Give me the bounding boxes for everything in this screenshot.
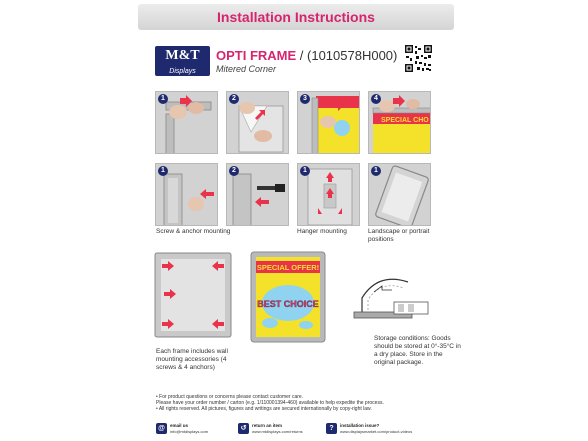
caption-storage: Storage conditions: Goods should be stored at 0°-35°C in a dry place. Store in the original package. [374, 335, 461, 366]
mt-displays-logo [155, 46, 210, 76]
step-open-corner [155, 91, 218, 154]
logo-subtext: Displays [169, 68, 196, 75]
header-banner [138, 4, 454, 30]
product-name: OPTI FRAME [216, 48, 297, 63]
step-number: 2 [229, 166, 239, 176]
help-icon: ? [326, 423, 337, 434]
step-hanger-mount [297, 163, 360, 226]
step-remove-sheet [226, 91, 289, 154]
step-number: 1 [371, 166, 381, 176]
poster-strip-text: SPECIAL CHO [381, 117, 429, 124]
step-number: 1 [300, 166, 310, 176]
step-screw-mount-1 [155, 163, 218, 226]
footer-notes [156, 394, 456, 412]
storage-illustration [348, 268, 434, 328]
note-line: • All rights reserved. All pictures, figures and writings are secured internationally by copy-right law. [156, 406, 372, 412]
poster-frame-illustration [250, 251, 326, 343]
note-line: Please have your order number / carton (e.g. 1/110001394-460) available to help expedite the process. [156, 400, 384, 406]
caption-screw-mounting: Screw & anchor mounting [156, 228, 231, 235]
qr-code[interactable] [404, 44, 433, 73]
product-code: / (1010578H000) [296, 48, 398, 63]
return-link[interactable]: www.mtdisplays.com/returns [252, 429, 303, 434]
step-number: 2 [229, 94, 239, 104]
logo-text: M&T [165, 48, 200, 63]
poster-best-choice: BEST CHOICE [257, 299, 319, 309]
return-icon: ↺ [238, 423, 249, 434]
product-subtitle: Mitered Corner [216, 64, 277, 74]
step-insert-poster [297, 91, 360, 154]
installation-label: installation issue? [340, 423, 380, 428]
product-title [216, 48, 397, 63]
contact-bar [156, 423, 446, 436]
caption-orientation: Landscape or portrait positions [368, 228, 430, 243]
step-orientation [368, 163, 431, 226]
step-number: 4 [371, 94, 381, 104]
email-label: email us [170, 423, 189, 428]
email-icon: @ [156, 423, 167, 434]
note-line: • For product questions or concerns please contact customer care. [156, 394, 304, 400]
step-number: 1 [158, 166, 168, 176]
caption-hanger-mounting: Hanger mounting [297, 228, 347, 235]
return-label: return an item [252, 423, 283, 428]
frame-back-illustration [154, 252, 232, 338]
caption-accessories: Each frame includes wall mounting accessories (4 screws & 4 anchors) [156, 348, 228, 371]
step-number: 1 [158, 94, 168, 104]
step-close-corner [368, 91, 431, 154]
step-screw-mount-2 [226, 163, 289, 226]
email-link[interactable]: info@mtdisplays.com [170, 429, 209, 434]
page-title: Installation Instructions [217, 9, 375, 25]
installation-link[interactable]: www.displaysmarket.com/product-videos [340, 429, 413, 434]
poster-special-offer: SPECIAL OFFER! [256, 263, 320, 272]
step-number: 3 [300, 94, 310, 104]
